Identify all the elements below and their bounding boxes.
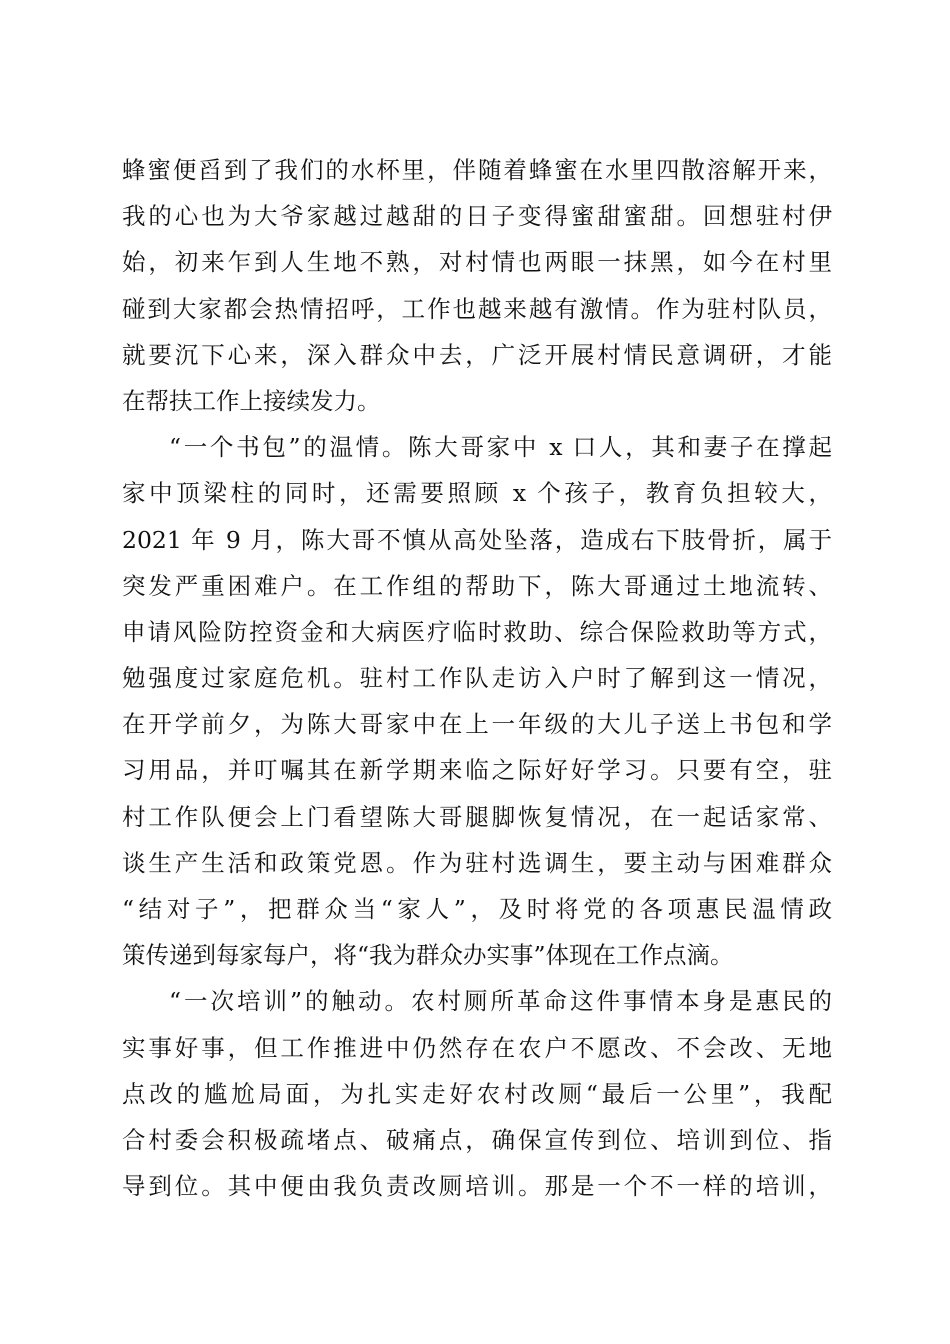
text-line: 实事好事，但工作推进中仍然存在农户不愿改、不会改、无地 [122,1033,832,1062]
text-line: 我的心也为大爷家越过越甜的日子变得蜜甜蜜甜。回想驻村伊 [122,202,832,231]
text-line: 在帮扶工作上接续发力。 [122,386,381,415]
text-line: 谈生产生活和政策党恩。作为驻村选调生，要主动与困难群众 [122,848,832,877]
text-line: “一个书包”的温情。陈大哥家中 x 口人，其和妻子在撑起 [169,433,832,462]
text-line: 导到位。其中便由我负责改厕培训。那是一个不一样的培训， [122,1172,832,1201]
text-line: 习用品，并叮嘱其在新学期来临之际好好学习。只要有空，驻 [122,756,832,785]
text-line: 家中顶梁柱的同时，还需要照顾 x 个孩子，教育负担较大， [122,479,832,508]
paragraph [122,978,832,1209]
text-line: 在开学前夕，为陈大哥家中在上一年级的大儿子送上书包和学 [122,710,832,739]
text-line: 村工作队便会上门看望陈大哥腿脚恢复情况，在一起话家常、 [122,802,832,831]
text-line: 碰到大家都会热情招呼，工作也越来越有激情。作为驻村队员， [122,294,832,323]
text-line: 申请风险防控资金和大病医疗临时救助、综合保险救助等方式， [122,617,832,646]
text-line: 策传递到每家每户，将“我为群众办实事”体现在工作点滴。 [122,941,734,970]
text-line: “结对子”，把群众当“家人”，及时将党的各项惠民温情政 [122,895,832,923]
text-line: 就要沉下心来，深入群众中去，广泛开展村情民意调研，才能 [122,340,832,369]
text-line: 点改的尴尬局面，为扎实走好农村改厕“最后一公里”，我配 [122,1079,832,1108]
paragraph [122,424,832,978]
text-line: 始，初来乍到人生地不熟，对村情也两眼一抹黑，如今在村里 [122,248,832,277]
text-line: 突发严重困难户。在工作组的帮助下，陈大哥通过土地流转、 [122,571,832,600]
text-line: “一次培训”的触动。农村厕所革命这件事情本身是惠民的 [169,987,832,1016]
text-line: 蜂蜜便舀到了我们的水杯里，伴随着蜂蜜在水里四散溶解开来， [122,156,832,184]
text-line: 勉强度过家庭危机。驻村工作队走访入户时了解到这一情况， [122,664,832,693]
text-line: 2021 年 9 月，陈大哥不慎从高处坠落，造成右下肢骨折，属于 [122,525,832,554]
text-line: 合村委会积极疏堵点、破痛点，确保宣传到位、培训到位、指 [122,1125,832,1154]
document-body [122,147,832,1209]
paragraph [122,147,832,424]
